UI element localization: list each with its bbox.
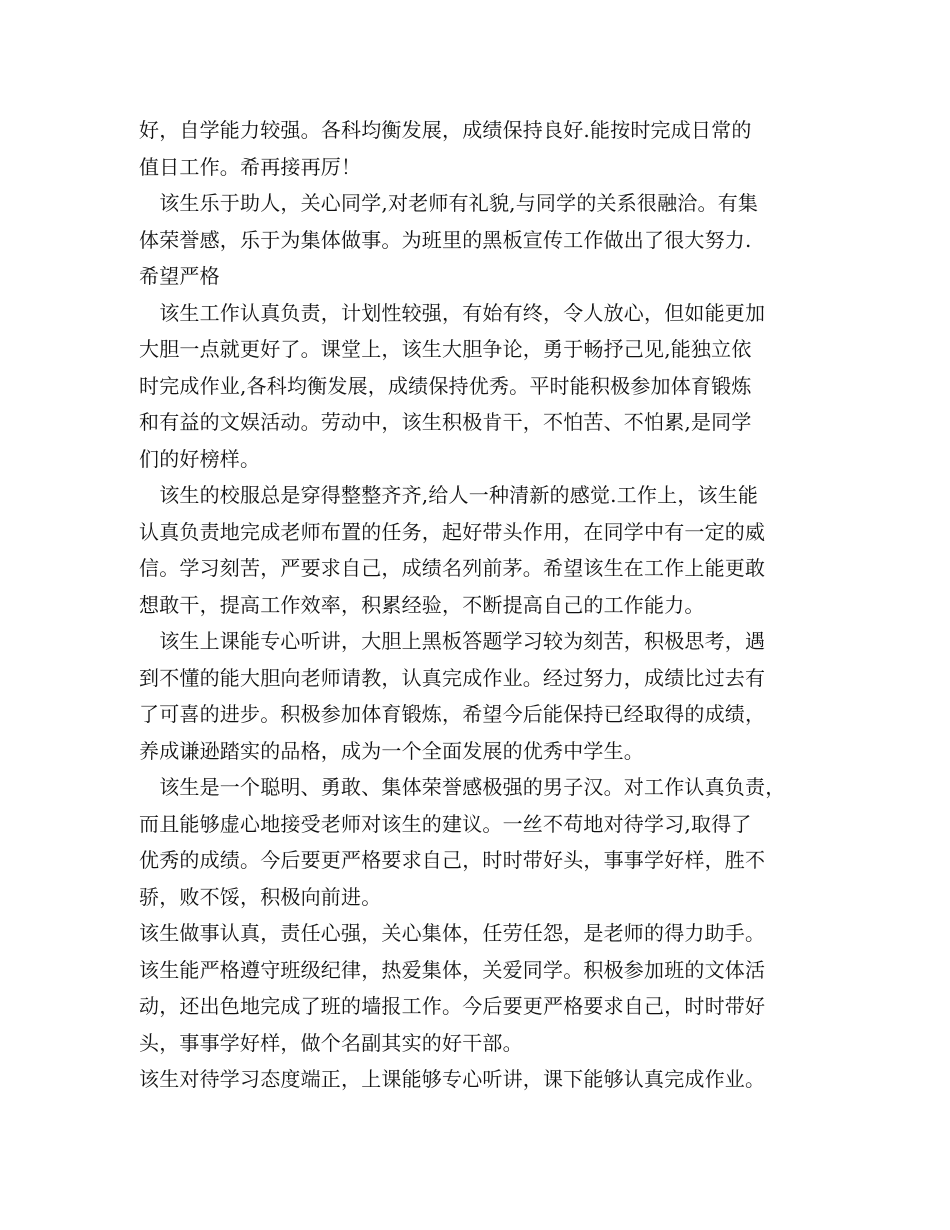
- text-line: 而且能够虚心地接受老师对该生的建议。一丝不苟地对待学习,取得了: [139, 811, 752, 836]
- text-line: 该生能严格遵守班级纪律，热爱集体，关爱同学。积极参加班的文体活: [139, 957, 766, 982]
- text-line: 该生对待学习态度端正，上课能够专心听讲，课下能够认真完成作业。: [139, 1067, 766, 1091]
- document-body: [139, 112, 829, 1098]
- text-line: 该生工作认真负责，计划性较强，有始有终，令人放心，但如能更加: [139, 300, 766, 325]
- text-line: 信。学习刻苦，严要求自己，成绩名列前茅。希望该生在工作上能更敢: [139, 556, 766, 580]
- text-line: 头，事事学好样，做个名副其实的好干部。: [139, 1030, 523, 1055]
- text-line: 值日工作。希再接再厉！: [139, 154, 362, 179]
- text-line: 该生乐于助人，关心同学,对老师有礼貌,与同学的关系很融洽。有集: [139, 191, 759, 215]
- text-line: 了可喜的进步。积极参加体育锻炼，希望今后能保持已经取得的成绩，: [139, 702, 766, 726]
- text-line: 该生的校服总是穿得整整齐齐,给人一种清新的感觉.工作上，该生能: [139, 483, 759, 507]
- text-line: 体荣誉感，乐于为集体做事。为班里的黑板宣传工作做出了很大努力.: [139, 227, 752, 252]
- text-line: 想敢干，提高工作效率，积累经验，不断提高自己的工作能力。: [139, 592, 705, 617]
- text-line: 该生上课能专心听讲，大胆上黑板答题学习较为刻苦，积极思考，遇: [139, 629, 766, 653]
- text-line: 到不懂的能大胆向老师请教，认真完成作业。经过努力，成绩比过去有: [139, 665, 766, 690]
- text-line: 认真负责地完成老师布置的任务，起好带头作用，在同学中有一定的威: [139, 519, 766, 544]
- text-line: 希望严格: [139, 264, 220, 288]
- text-line: 时完成作业,各科均衡发展，成绩保持优秀。平时能积极参加体育锻炼: [139, 373, 752, 398]
- text-line: 优秀的成绩。今后要更严格要求自己，时时带好头，事事学好样，胜不: [139, 848, 766, 872]
- text-line: 大胆一点就更好了。课堂上，该生大胆争论，勇于畅抒己见,能独立依: [139, 337, 752, 361]
- text-line: 们的好榜样。: [139, 446, 261, 471]
- text-line: 骄，败不馁，积极向前进。: [139, 884, 382, 909]
- text-line: 和有益的文娱活动。劳动中，该生积极肯干，不怕苦、不怕累,是同学: [139, 410, 752, 434]
- text-line: 好，自学能力较强。各科均衡发展，成绩保持良好.能按时完成日常的: [139, 118, 752, 142]
- text-line: 该生做事认真，责任心强，关心集体，任劳任怨，是老师的得力助手。: [139, 921, 766, 945]
- text-line: 养成谦逊踏实的品格，成为一个全面发展的优秀中学生。: [139, 738, 644, 763]
- text-line: 该生是一个聪明、勇敢、集体荣誉感极强的男子汉。对工作认真负责，: [139, 775, 786, 799]
- text-line: 动，还出色地完成了班的墙报工作。今后要更严格要求自己，时时带好: [139, 994, 766, 1018]
